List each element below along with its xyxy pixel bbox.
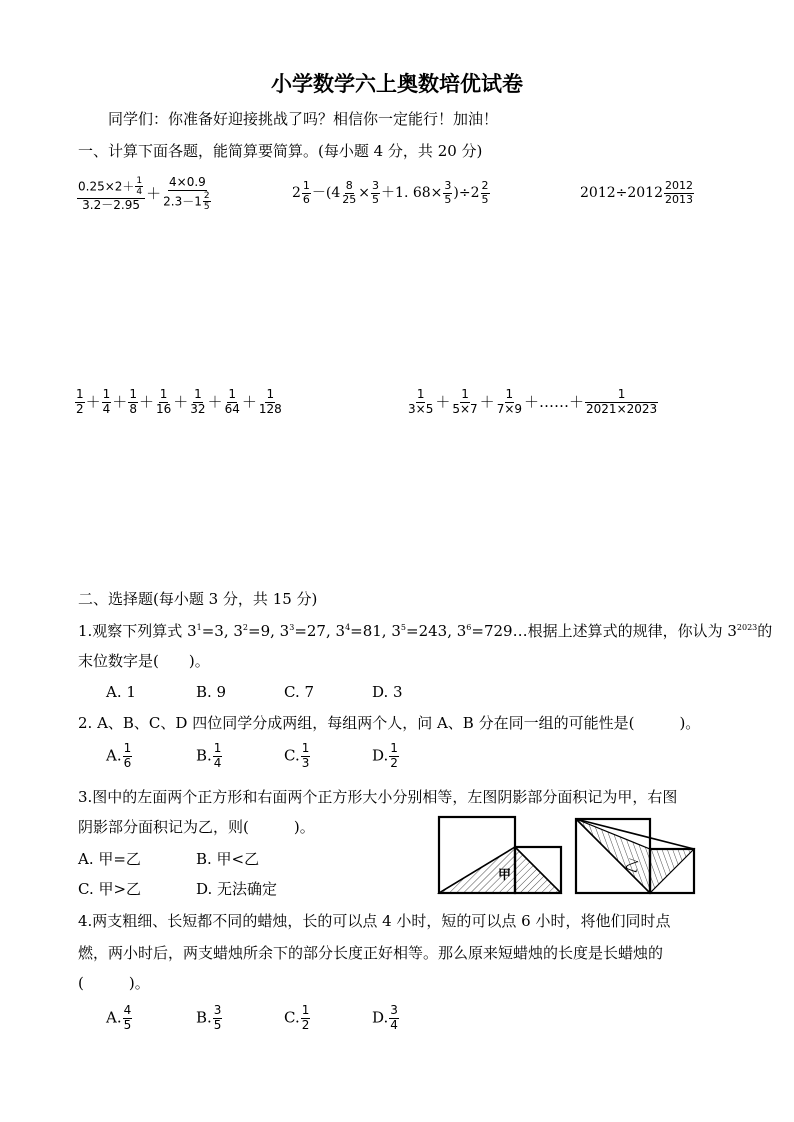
page-title: 小学数学六上奥数培优试卷	[271, 72, 523, 96]
fraction: $\frac{1}{8}$	[129, 387, 137, 416]
q4-option-a[interactable]: A. $\frac{4}{5}$	[106, 1003, 132, 1032]
label-yi: 乙	[622, 856, 642, 877]
q1-option-a[interactable]: A. 1	[106, 683, 136, 701]
plus-sign: ＋	[207, 392, 223, 411]
question-1-text: 1.观察下列算式 $3^1=3$, $3^2=9$, $3^3=27$, $3^4=81$, $3^5=243$, $3^6=729\dots$根据上述算式的规律，你认为 $3^{2023}$的	[78, 622, 773, 640]
calc-problem-4	[74, 388, 284, 417]
plus-sign: ＋	[112, 392, 128, 411]
calc-problem-5: $\frac{1}{3\times 5}$ ＋ $\frac{1}{5\times 7}$ ＋ $\frac{1}{7\times 9}$ ＋……＋ $\frac{1}{2021\times 2023}$	[408, 387, 658, 416]
label-jia: 甲	[498, 868, 512, 883]
q3-option-a[interactable]: A. 甲=乙	[78, 850, 141, 868]
fraction: 0.25×2＋ $\frac{1}{4}$ 3.2－2.95	[77, 176, 145, 212]
fraction: $\frac{1}{16}$	[155, 387, 172, 416]
plus-sign: ＋	[85, 392, 101, 411]
q4-option-c[interactable]: C. $\frac{1}{2}$	[284, 1003, 310, 1032]
plus-sign: ＋	[138, 392, 154, 411]
q2-option-c[interactable]: C. $\frac{1}{3}$	[284, 741, 310, 770]
q3-option-b[interactable]: B. 甲<乙	[196, 850, 260, 868]
question-3-line1: 3.图中的左面两个正方形和右面两个正方形大小分别相等，左图阴影部分面积记为甲，右图	[78, 788, 678, 806]
fraction: $\frac{1}{2}$	[76, 387, 84, 416]
calc-problem-3: 2012÷2012 $\frac{2012}{2013}$	[580, 179, 693, 206]
q4-option-b[interactable]: B. $\frac{3}{5}$	[196, 1003, 222, 1032]
q3-option-c[interactable]: C. 甲>乙	[78, 880, 142, 898]
question-3-figure	[436, 814, 702, 896]
question-4-line1: 4.两支粗细、长短都不同的蜡烛，长的可以点 4 小时，短的可以点 6 小时，将他们同时点	[78, 912, 671, 930]
fraction: $\frac{1}{4}$	[102, 387, 111, 416]
q4-option-d[interactable]: D. $\frac{3}{4}$	[372, 1003, 398, 1032]
question-2-text: 2. A、B、C、D 四位同学分成两组，每组两个人，问 A、B 分在同一组的可能性是( )。	[78, 714, 701, 732]
question-4-line3: ( )。	[78, 974, 150, 992]
right-figure	[576, 819, 694, 893]
question-3-line2: 阴影部分面积记为乙，则( )。	[78, 818, 315, 836]
q2-option-a[interactable]: A. $\frac{1}{6}$	[106, 741, 132, 770]
fraction: 4×0.9 2.3－1 $\frac{2}{5}$	[163, 175, 210, 213]
fraction: $\frac{1}{128}$	[258, 387, 282, 416]
calc-problem-2: 2 $\frac{1}{6}$ －(4 $\frac{8}{25}$ × $\frac{3}{5}$ ＋1. 68× $\frac{3}{5}$ )÷2 $\frac{2}{5}$	[292, 179, 489, 206]
q2-option-d[interactable]: D. $\frac{1}{2}$	[372, 741, 398, 770]
q2-option-b[interactable]: B. $\frac{1}{4}$	[196, 741, 222, 770]
intro-text: 同学们：你准备好迎接挑战了吗？相信你一定能行！加油！	[108, 110, 499, 128]
q3-option-d[interactable]: D. 无法确定	[196, 880, 278, 898]
section2-heading: 二、选择题(每小题 3 分，共 15 分)	[78, 590, 318, 608]
plus-sign: ＋	[241, 392, 257, 411]
calc-problem-1: 0.25×2＋ $\frac{1}{4}$ 3.2－2.95 ＋ 4×0.9 2.3－1 $\frac{2}{5}$	[76, 176, 214, 212]
section1-heading: 一、计算下面各题，能简算要简算。(每小题 4 分，共 20 分)	[78, 142, 483, 160]
plus-sign: ＋	[173, 392, 189, 411]
q1-option-b[interactable]: B. 9	[196, 683, 227, 701]
question-4-line2: 燃，两小时后，两支蜡烛所余下的部分长度正好相等。那么原来短蜡烛的长度是长蜡烛的	[78, 944, 664, 962]
question-1-line2: 末位数字是( )。	[78, 652, 210, 670]
fraction: $\frac{1}{32}$	[190, 387, 206, 416]
q1-option-d[interactable]: D. 3	[372, 683, 403, 701]
left-figure	[439, 817, 561, 893]
q1-option-c[interactable]: C. 7	[284, 683, 315, 701]
fraction: $\frac{1}{64}$	[224, 387, 240, 416]
